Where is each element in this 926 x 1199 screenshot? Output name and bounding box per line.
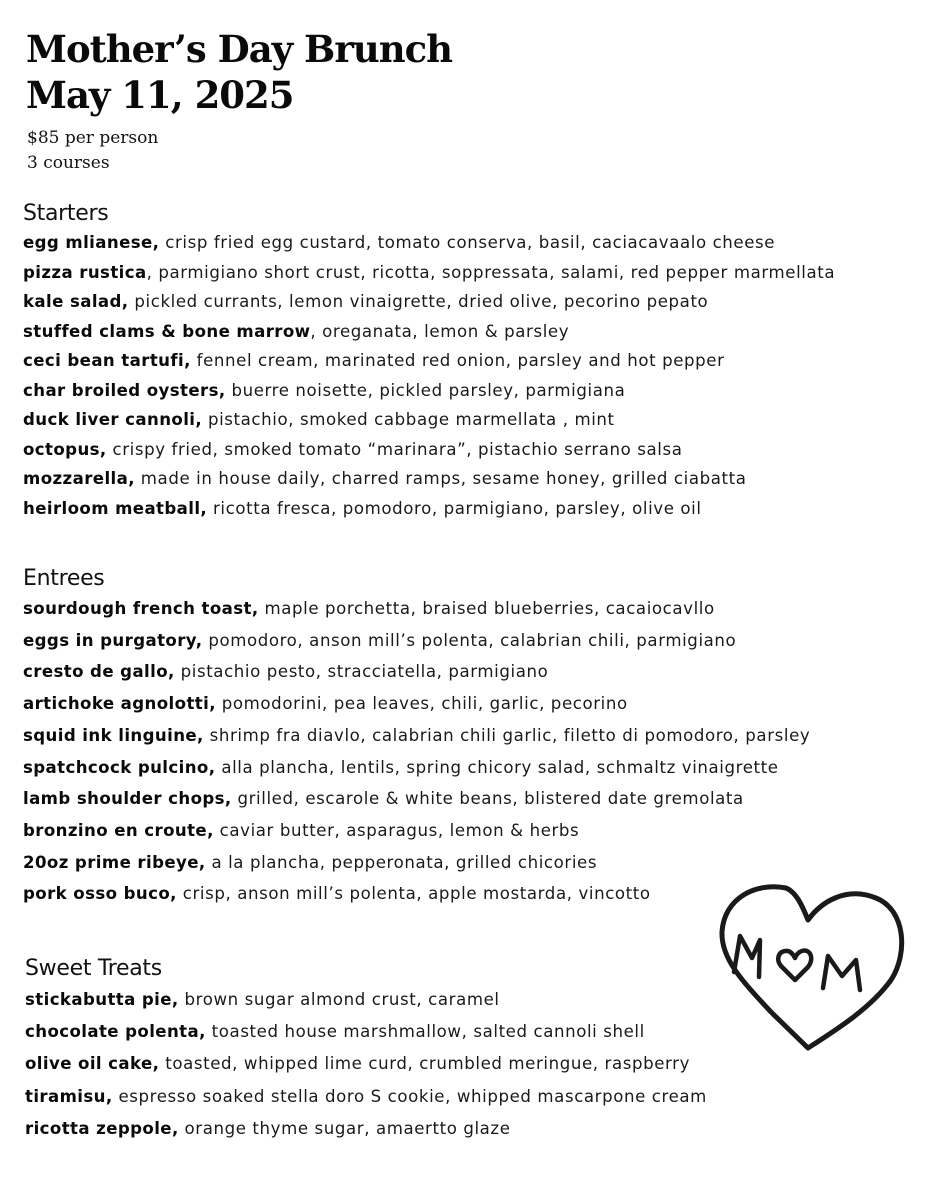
- menu-item-name: heirloom meatball,: [23, 498, 208, 518]
- menu-item: [23, 783, 810, 815]
- menu-item: [23, 625, 810, 657]
- menu-item: [25, 1113, 707, 1145]
- menu-item-description: toasted house marshmallow, salted cannoli shell: [205, 1022, 645, 1042]
- section-starters: [23, 200, 835, 523]
- menu-item-description: maple porchetta, braised blueberries, cacaiocavllo: [258, 599, 715, 618]
- menu-item-name: chocolate polenta,: [25, 1022, 206, 1042]
- menu-item-name: duck liver cannoli,: [23, 410, 203, 429]
- menu-item-description: buerre noisette, pickled parsley, parmigiana: [225, 380, 626, 400]
- menu-item-name: ceci bean tartufi,: [23, 351, 191, 370]
- menu-item-name: stickabutta pie,: [25, 990, 179, 1009]
- menu-item: [23, 435, 835, 465]
- menu-item-description: crisp, anson mill’s polenta, apple mostarda, vincotto: [176, 884, 651, 904]
- menu-item: [23, 287, 835, 317]
- heart-outline: [722, 887, 902, 1048]
- menu-item: [23, 494, 835, 524]
- menu-item-description: , oreganata, lemon & parsley: [310, 321, 570, 341]
- menu-item-name: char broiled oysters,: [23, 380, 226, 400]
- menu-item-name: kale salad,: [23, 292, 129, 311]
- menu-item: [23, 847, 810, 879]
- menu-item-description: a la plancha, pepperonata, grilled chicories: [205, 852, 598, 872]
- price-info: [27, 126, 158, 176]
- menu-item: [23, 258, 835, 288]
- menu-item-description: brown sugar almond crust, caramel: [178, 990, 500, 1009]
- menu-item: [23, 720, 810, 752]
- menu-item-description: shrimp fra diavlo, calabrian chili garlic, filetto di pomodoro, parsley: [203, 725, 811, 745]
- menu-item-description: pomodorini, pea leaves, chili, garlic, pecorino: [215, 694, 628, 714]
- menu-item-name: mozzarella,: [23, 469, 135, 488]
- menu-item-name: pizza rustica: [23, 262, 147, 282]
- menu-item: [23, 464, 835, 494]
- menu-item-description: pistachio, smoked cabbage marmellata , mint: [202, 410, 615, 429]
- section-heading: Entrees: [23, 566, 105, 591]
- menu-item-name: artichoke agnolotti,: [23, 694, 216, 714]
- menu-item: [23, 593, 810, 625]
- menu-item: [23, 688, 810, 720]
- mom-lettering: [734, 936, 860, 990]
- menu-item: [25, 1048, 707, 1080]
- section-heading: Sweet Treats: [25, 956, 162, 981]
- menu-item-description: orange thyme sugar, amaertto glaze: [178, 1118, 511, 1138]
- menu-item: [23, 752, 810, 784]
- menu-item-description: crisp fried egg custard, tomato conserva, basil, caciacavaalo cheese: [159, 233, 776, 252]
- section-sweet-treats: [25, 955, 707, 1145]
- menu-item-name: olive oil cake,: [25, 1054, 160, 1074]
- menu-item-description: , parmigiano short crust, ricotta, soppressata, salami, red pepper marmellata: [146, 262, 836, 282]
- section-heading: Starters: [23, 201, 109, 226]
- title-line-1: Mother’s Day Brunch: [26, 27, 453, 71]
- menu-item-name: egg mlianese,: [23, 233, 160, 252]
- menu-item: [23, 228, 835, 258]
- menu-item-name: ricotta zeppole,: [25, 1118, 179, 1138]
- section-entrees: [23, 565, 810, 910]
- menu-item-description: alla plancha, lentils, spring chicory salad, schmaltz vinaigrette: [215, 757, 779, 777]
- letter-m-right: [823, 956, 860, 990]
- menu-item: [25, 984, 707, 1016]
- menu-item-description: pomodoro, anson mill’s polenta, calabrian chili, parmigiano: [202, 630, 737, 650]
- menu-item-name: 20oz prime ribeye,: [23, 852, 206, 872]
- menu-item-name: lamb shoulder chops,: [23, 789, 232, 809]
- menu-item-description: ricotta fresca, pomodoro, parmigiano, parsley, olive oil: [207, 498, 702, 518]
- menu-item-name: eggs in purgatory,: [23, 630, 203, 650]
- mom-heart-icon: [716, 880, 908, 1055]
- menu-item-name: stuffed clams & bone marrow: [23, 321, 311, 341]
- menu-item: [23, 878, 810, 910]
- small-heart-icon: [778, 950, 811, 980]
- menu-item-name: octopus,: [23, 439, 107, 459]
- price: $85 per person: [27, 128, 159, 148]
- page-title: [26, 26, 452, 118]
- title-line-2: May 11, 2025: [26, 73, 294, 117]
- menu-item: [25, 1016, 707, 1048]
- menu-item: [23, 317, 835, 347]
- menu-item-description: pickled currants, lemon vinaigrette, dried olive, pecorino pepato: [128, 292, 709, 311]
- menu-item-name: cresto de gallo,: [23, 662, 175, 682]
- menu-item-name: pork osso buco,: [23, 884, 177, 904]
- menu-item-name: bronzino en croute,: [23, 820, 214, 840]
- menu-item-description: caviar butter, asparagus, lemon & herbs: [213, 820, 580, 840]
- menu-item-name: spatchcock pulcino,: [23, 757, 216, 777]
- menu-item-name: tiramisu,: [25, 1086, 113, 1106]
- menu-item-name: sourdough french toast,: [23, 599, 259, 618]
- menu-item-description: pistachio pesto, stracciatella, parmigiano: [174, 662, 549, 682]
- menu-item-description: toasted, whipped lime curd, crumbled meringue, raspberry: [159, 1054, 691, 1074]
- menu-item-description: grilled, escarole & white beans, blistered date gremolata: [231, 789, 744, 809]
- menu-item: [23, 346, 835, 376]
- course-count: 3 courses: [27, 153, 110, 173]
- menu-item-description: fennel cream, marinated red onion, parsley and hot pepper: [190, 351, 725, 370]
- menu-item-description: crispy fried, smoked tomato “marinara”, pistachio serrano salsa: [106, 439, 683, 459]
- menu-item-description: made in house daily, charred ramps, sesame honey, grilled ciabatta: [134, 469, 747, 488]
- menu-item: [25, 1081, 707, 1113]
- menu-item: [23, 405, 835, 435]
- menu-item-description: espresso soaked stella doro S cookie, whipped mascarpone cream: [112, 1086, 707, 1106]
- menu-item: [23, 656, 810, 688]
- menu-item: [23, 376, 835, 406]
- menu-item-name: squid ink linguine,: [23, 725, 204, 745]
- menu-item: [23, 815, 810, 847]
